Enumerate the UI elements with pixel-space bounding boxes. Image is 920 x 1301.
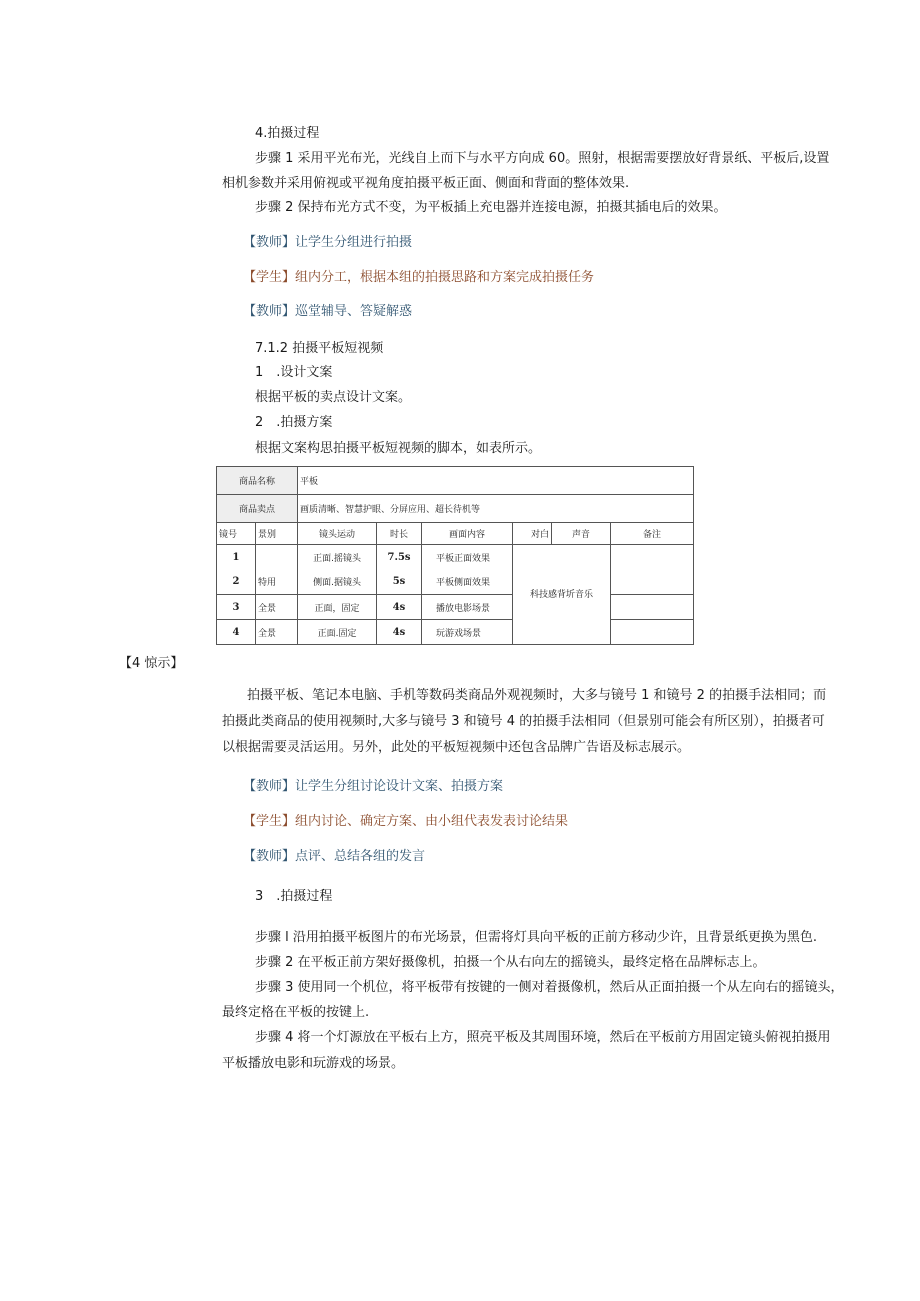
selling-point-value: 画质清晰、智慧护眼、分屏应用、超长待机等 — [298, 495, 694, 523]
selling-point-label: 商品卖点 — [217, 495, 298, 523]
header-cell: 对白 — [513, 523, 552, 545]
table-cell: 2 — [217, 570, 256, 595]
paragraph-line: 步骤 4 将一个灯源放在平板右上方，照亮平板及其周围环境，然后在平板前方用固定镜头俯视拍摄用 — [255, 1030, 831, 1045]
table-cell: 正面，固定 — [298, 595, 377, 620]
tag-text: 组内分工，根据本组的拍摄思路和方案完成拍摄任务 — [295, 270, 595, 285]
list-item: 1 .设计文案 — [255, 365, 333, 380]
paragraph-line: 拍摄平板、笔记本电脑、手机等数码类商品外观视频时，大多与镜号 1 和镜号 2 的拍摄手法相同；而 — [247, 688, 827, 703]
table-cell: 4 — [217, 620, 256, 645]
table-cell: 平板侧面效果 — [422, 570, 513, 595]
paragraph-line: 步骤 2 在平板正前方架好摄像机，拍摄一个从右向左的摇镜头，最终定格在品牌标志上。 — [255, 955, 766, 970]
product-name-value: 平板 — [298, 467, 694, 495]
table-cell: 3 — [217, 595, 256, 620]
table-cell: 正面.固定 — [298, 620, 377, 645]
teacher-note — [243, 303, 412, 320]
sound-cell: 科技感背圻音乐 — [513, 545, 611, 645]
paragraph-line: 拍摄此类商品的使用视频时,大多与镜号 3 和镜号 4 的拍摄手法相同（但景别可能会有所区别），拍摄者可 — [222, 714, 825, 729]
table-cell: 5s — [377, 570, 422, 595]
section-heading: 4.拍摄过程 — [255, 126, 320, 141]
table-cell: 4s — [377, 595, 422, 620]
paragraph-line: 根据文案构思拍摄平板短视频的脚本，如表所示。 — [255, 441, 542, 456]
tag-text: 让学生分组进行拍摄 — [295, 235, 413, 250]
teacher-note — [243, 234, 412, 251]
header-cell: 备注 — [611, 523, 694, 545]
table-cell: 全景 — [256, 620, 298, 645]
table-cell: 平板正面效果 — [422, 545, 513, 570]
student-note — [243, 269, 594, 286]
section-heading: 3 .拍摄过程 — [255, 889, 333, 904]
teacher-note — [243, 778, 503, 795]
table-cell: 1 — [217, 545, 256, 570]
paragraph-line: 平板播放电影和玩游戏的场景。 — [222, 1056, 405, 1071]
shooting-script-table — [216, 466, 694, 645]
paragraph-line: 最终定格在平板的按键上. — [222, 1005, 370, 1020]
table-cell: 播放电影场景 — [422, 595, 513, 620]
header-cell: 画面内容 — [422, 523, 513, 545]
list-item: 2 .拍摄方案 — [255, 415, 333, 430]
tag-label: 【教师】 — [243, 849, 296, 864]
student-note — [243, 813, 568, 830]
table-cell: 全景 — [256, 595, 298, 620]
table-cell — [611, 545, 694, 595]
tag-label: 【学生】 — [243, 814, 296, 829]
paragraph-line: 根据平板的卖点设计文案。 — [255, 390, 412, 405]
table-cell — [611, 620, 694, 645]
tag-text: 巡堂辅导、答疑解惑 — [295, 304, 413, 319]
tag-label: 【教师】 — [243, 304, 296, 319]
paragraph-line: 步骤 2 保持布光方式不变，为平板插上充电器并连接电源，拍摄其插电后的效果。 — [255, 200, 727, 215]
product-name-label: 商品名称 — [217, 467, 298, 495]
tip-label: 【4 惊示】 — [119, 656, 184, 671]
paragraph-line: 步骤 3 使用同一个机位，将平板带有按键的一侧对着摄像机，然后从正面拍摄一个从左向右的摇镜头， — [255, 980, 844, 995]
tag-label: 【教师】 — [243, 779, 296, 794]
paragraph-line: 步骤 1 采用平光布光，光线自上而下与水平方向成 60。照射，根据需要摆放好背景纸、平板后,设置 — [255, 151, 830, 166]
teacher-note — [243, 848, 425, 865]
tag-label: 【学生】 — [243, 270, 296, 285]
tag-text: 让学生分组讨论设计文案、拍摄方案 — [295, 779, 504, 794]
table-cell: 侧面.据镜头 — [298, 570, 377, 595]
table-cell — [611, 595, 694, 620]
header-cell: 镜头运动 — [298, 523, 377, 545]
paragraph-line: 以根据需要灵活运用。另外，此处的平板短视频中还包含品牌广告语及标志展示。 — [222, 740, 691, 755]
header-cell: 镜号 — [217, 523, 256, 545]
header-cell: 声音 — [552, 523, 611, 545]
table-cell: 7.5s — [377, 545, 422, 570]
tag-text: 点评、总结各组的发言 — [295, 849, 426, 864]
table-cell: 玩游戏场景 — [422, 620, 513, 645]
table-cell: 特用 — [256, 570, 298, 595]
table-cell: 正面.摇镜头 — [298, 545, 377, 570]
header-cell: 景别 — [256, 523, 298, 545]
header-cell: 时长 — [377, 523, 422, 545]
table-cell — [256, 545, 298, 570]
paragraph-line: 步骤 l 沿用拍摄平板图片的布光场景，但需将灯具向平板的正前方移动少许，且背景纸更换为黑色. — [255, 930, 818, 945]
table-cell: 4s — [377, 620, 422, 645]
subsection-heading: 7.1.2 拍摄平板短视频 — [255, 341, 384, 356]
tag-text: 组内讨论、确定方案、由小组代表发表讨论结果 — [295, 814, 569, 829]
tag-label: 【教师】 — [243, 235, 296, 250]
paragraph-line: 相机参数并采用俯视或平视角度拍摄平板正面、侧面和背面的整体效果. — [222, 176, 630, 191]
